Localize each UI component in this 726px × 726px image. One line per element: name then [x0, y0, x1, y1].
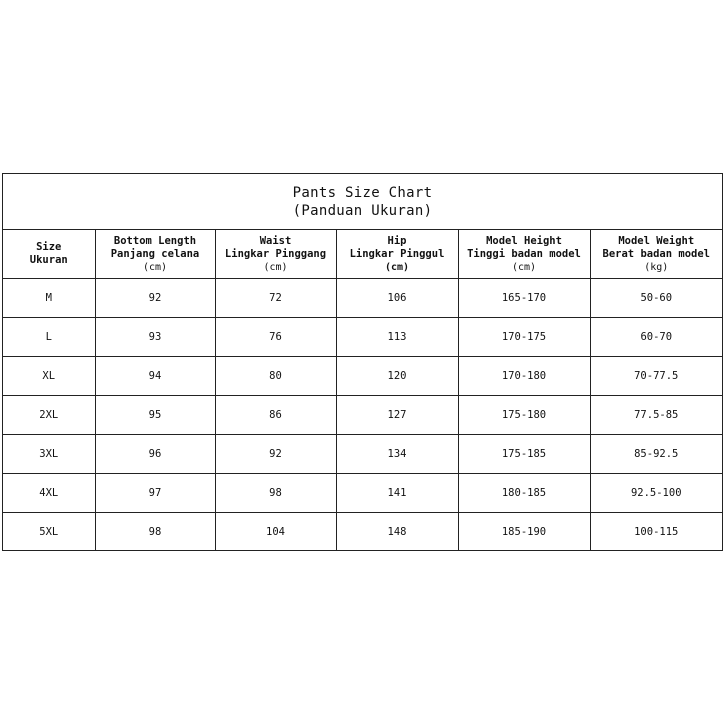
cell-hip: 148	[336, 513, 458, 552]
table-row	[3, 279, 722, 318]
header-size-line2: Ukuran	[29, 254, 68, 266]
cell-hip: 113	[336, 318, 458, 357]
table-row	[3, 318, 722, 357]
cell-hip: 134	[336, 435, 458, 474]
header-model-weight	[590, 230, 722, 279]
cell-model-height: 180-185	[458, 474, 590, 513]
table-row	[3, 357, 722, 396]
chart-title-block	[3, 174, 722, 230]
size-chart	[2, 173, 723, 551]
cell-model-height: 170-175	[458, 318, 590, 357]
cell-waist: 72	[215, 279, 336, 318]
header-hip-unit: (cm)	[384, 261, 410, 273]
size-table	[3, 230, 722, 551]
cell-hip: 141	[336, 474, 458, 513]
cell-size: 3XL	[3, 435, 95, 474]
cell-bottom-length: 94	[95, 357, 215, 396]
cell-waist: 104	[215, 513, 336, 552]
cell-bottom-length: 93	[95, 318, 215, 357]
header-waist	[215, 230, 336, 279]
cell-model-weight: 100-115	[590, 513, 722, 552]
cell-model-weight: 50-60	[590, 279, 722, 318]
header-waist-line2: Lingkar Pinggang	[224, 247, 327, 260]
cell-model-height: 170-180	[458, 357, 590, 396]
header-row	[3, 230, 722, 279]
cell-waist: 80	[215, 357, 336, 396]
cell-bottom-length: 96	[95, 435, 215, 474]
cell-hip: 120	[336, 357, 458, 396]
cell-model-height: 185-190	[458, 513, 590, 552]
cell-size: M	[3, 279, 95, 318]
cell-hip: 106	[336, 279, 458, 318]
table-row	[3, 435, 722, 474]
header-bottom-length-unit: (cm)	[142, 261, 168, 273]
cell-model-weight: 60-70	[590, 318, 722, 357]
header-size-line1: Size	[36, 241, 62, 253]
cell-bottom-length: 95	[95, 396, 215, 435]
cell-model-weight: 77.5-85	[590, 396, 722, 435]
cell-bottom-length: 92	[95, 279, 215, 318]
header-model-height-line1: Model Height	[486, 234, 562, 247]
header-model-weight-line2: Berat badan model	[602, 247, 710, 260]
cell-waist: 76	[215, 318, 336, 357]
cell-size: L	[3, 318, 95, 357]
cell-waist: 92	[215, 435, 336, 474]
cell-waist: 86	[215, 396, 336, 435]
header-model-weight-line1: Model Weight	[618, 234, 695, 247]
cell-size: XL	[3, 357, 95, 396]
cell-model-weight: 70-77.5	[590, 357, 722, 396]
header-waist-unit: (cm)	[263, 261, 288, 273]
cell-hip: 127	[336, 396, 458, 435]
table-row	[3, 513, 722, 552]
cell-size: 2XL	[3, 396, 95, 435]
header-model-weight-unit: (kg)	[644, 261, 669, 273]
cell-model-weight: 85-92.5	[590, 435, 722, 474]
chart-title: Pants Size Chart	[292, 185, 433, 201]
header-bottom-length-line1: Bottom Length	[113, 234, 197, 247]
cell-model-height: 175-180	[458, 396, 590, 435]
header-model-height	[458, 230, 590, 279]
header-waist-line1: Waist	[259, 234, 292, 247]
header-hip	[336, 230, 458, 279]
header-bottom-length-line2: Panjang celana	[110, 247, 200, 260]
cell-bottom-length: 97	[95, 474, 215, 513]
header-size	[3, 230, 95, 279]
cell-waist: 98	[215, 474, 336, 513]
table-row	[3, 396, 722, 435]
cell-bottom-length: 98	[95, 513, 215, 552]
cell-size: 5XL	[3, 513, 95, 552]
header-hip-line2: Lingkar Pinggul	[349, 247, 445, 260]
header-model-height-unit: (cm)	[511, 261, 537, 273]
cell-model-weight: 92.5-100	[590, 474, 722, 513]
cell-model-height: 175-185	[458, 435, 590, 474]
header-hip-line1: Hip	[387, 234, 407, 247]
cell-model-height: 165-170	[458, 279, 590, 318]
header-model-height-line2: Tinggi badan model	[467, 247, 581, 260]
header-bottom-length	[95, 230, 215, 279]
cell-size: 4XL	[3, 474, 95, 513]
chart-subtitle: (Panduan Ukuran)	[292, 203, 433, 219]
table-row	[3, 474, 722, 513]
